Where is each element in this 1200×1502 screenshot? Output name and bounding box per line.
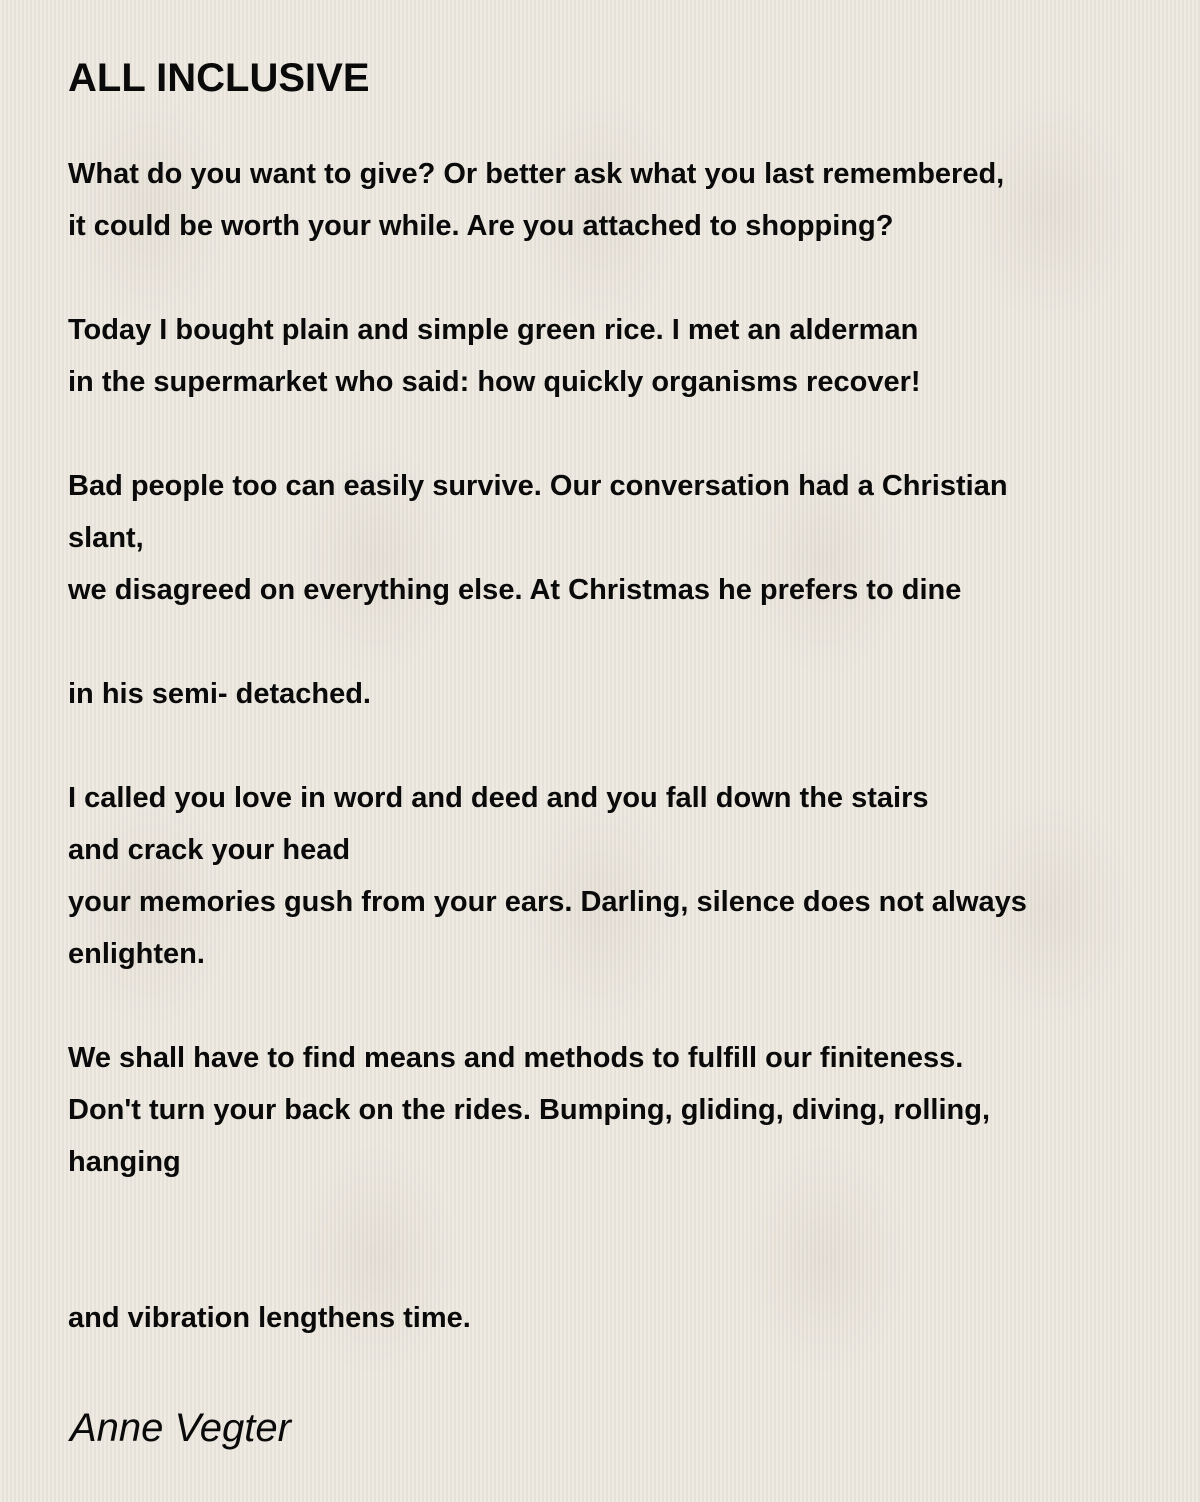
poem-line: We shall have to find means and methods to fulfill our finiteness.: [68, 1042, 964, 1074]
poem-line: [68, 616, 1158, 668]
poem-line: and crack your head: [68, 834, 351, 866]
poem-line: [68, 980, 1158, 1032]
poem-line: we disagreed on everything else. At Christmas he prefers to dine: [68, 574, 962, 606]
poem-line: slant,: [68, 522, 144, 554]
poem-line: in his semi- detached.: [68, 678, 371, 710]
poem-line: [68, 1188, 1158, 1240]
poem-line: in the supermarket who said: how quickly organisms recover!: [68, 366, 921, 398]
poem-line: Today I bought plain and simple green rice. I met an alderman: [68, 314, 919, 346]
poem-line: hanging: [68, 1146, 181, 1178]
poem-line: and vibration lengthens time.: [68, 1302, 471, 1334]
poem-line: Bad people too can easily survive. Our conversation had a Christian: [68, 470, 1008, 502]
poem-body: [68, 148, 1158, 1344]
poem-line: [68, 1240, 1158, 1292]
poem-line: [68, 252, 1158, 304]
poem-line: What do you want to give? Or better ask what you last remembered,: [68, 158, 1005, 190]
poem-title: ALL INCLUSIVE: [68, 56, 370, 100]
poem-line: [68, 408, 1158, 460]
poem-line: it could be worth your while. Are you attached to shopping?: [68, 210, 894, 242]
poem-line: enlighten.: [68, 938, 205, 970]
poem-author: Anne Vegter: [70, 1406, 291, 1450]
poem-line: your memories gush from your ears. Darling, silence does not always: [68, 886, 1027, 918]
poem-line: Don't turn your back on the rides. Bumping, gliding, diving, rolling,: [68, 1094, 990, 1126]
poem-line: I called you love in word and deed and you fall down the stairs: [68, 782, 929, 814]
poem-line: [68, 720, 1158, 772]
